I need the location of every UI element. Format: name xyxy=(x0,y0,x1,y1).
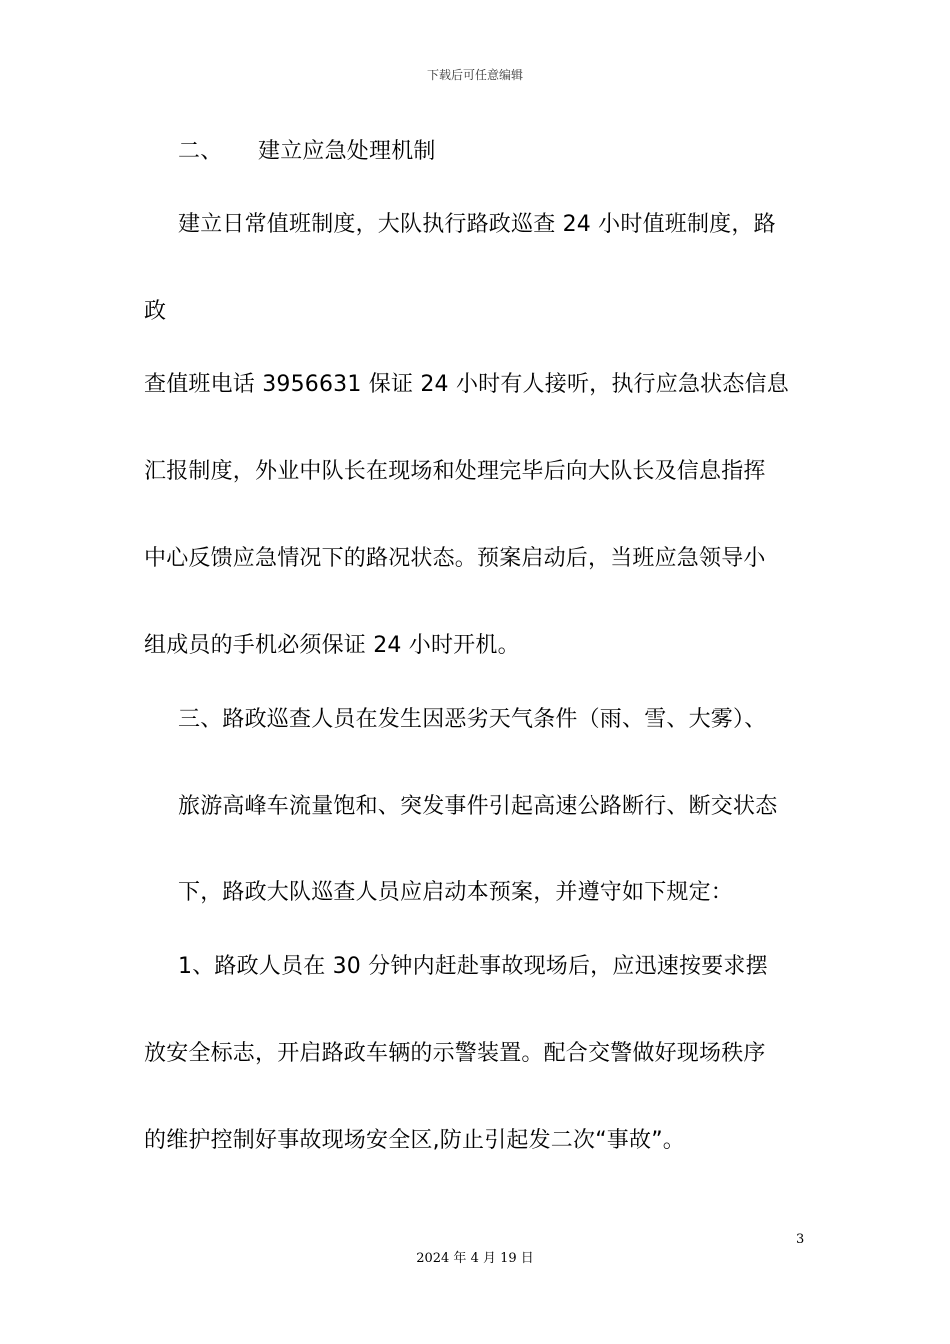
paragraph-line: 放安全标志，开启路政车辆的示警装置。配合交警做好现场秩序 xyxy=(144,1041,766,1066)
paragraph-line: 组成员的手机必须保证 24 小时开机。 xyxy=(144,633,520,658)
paragraph-line: 政 xyxy=(144,299,167,324)
paragraph-line: 建立日常值班制度，大队执行路政巡查 24 小时值班制度，路 xyxy=(178,212,776,237)
paragraph-line: 的维护控制好事故现场安全区,防止引起发二次“事故”。 xyxy=(144,1128,685,1153)
paragraph-line: 汇报制度，外业中队长在现场和处理完毕后向大队长及信息指挥 xyxy=(144,459,766,484)
section-number: 二、 xyxy=(178,139,223,164)
paragraph-line: 中心反馈应急情况下的路况状态。预案启动后，当班应急领导小 xyxy=(144,546,766,571)
header-note: 下载后可任意编辑 xyxy=(426,68,523,82)
paragraph-line: 三、路政巡查人员在发生因恶劣天气条件（雨、雪、大雾）、 xyxy=(178,707,767,732)
page-number: 3 xyxy=(796,1232,805,1247)
paragraph-line: 1、路政人员在 30 分钟内赶赴事故现场后，应迅速按要求摆 xyxy=(178,954,768,979)
section-heading xyxy=(178,137,436,167)
paragraph-line: 旅游高峰车流量饱和、突发事件引起高速公路断行、断交状态 xyxy=(178,794,778,819)
paragraph-line: 查值班电话 3956631 保证 24 小时有人接听，执行应急状态信息 xyxy=(144,372,789,397)
section-title: 建立应急处理机制 xyxy=(258,139,436,164)
paragraph-line: 下，路政大队巡查人员应启动本预案，并遵守如下规定： xyxy=(178,880,734,905)
footer-date: 2024 年 4 月 19 日 xyxy=(416,1251,534,1266)
